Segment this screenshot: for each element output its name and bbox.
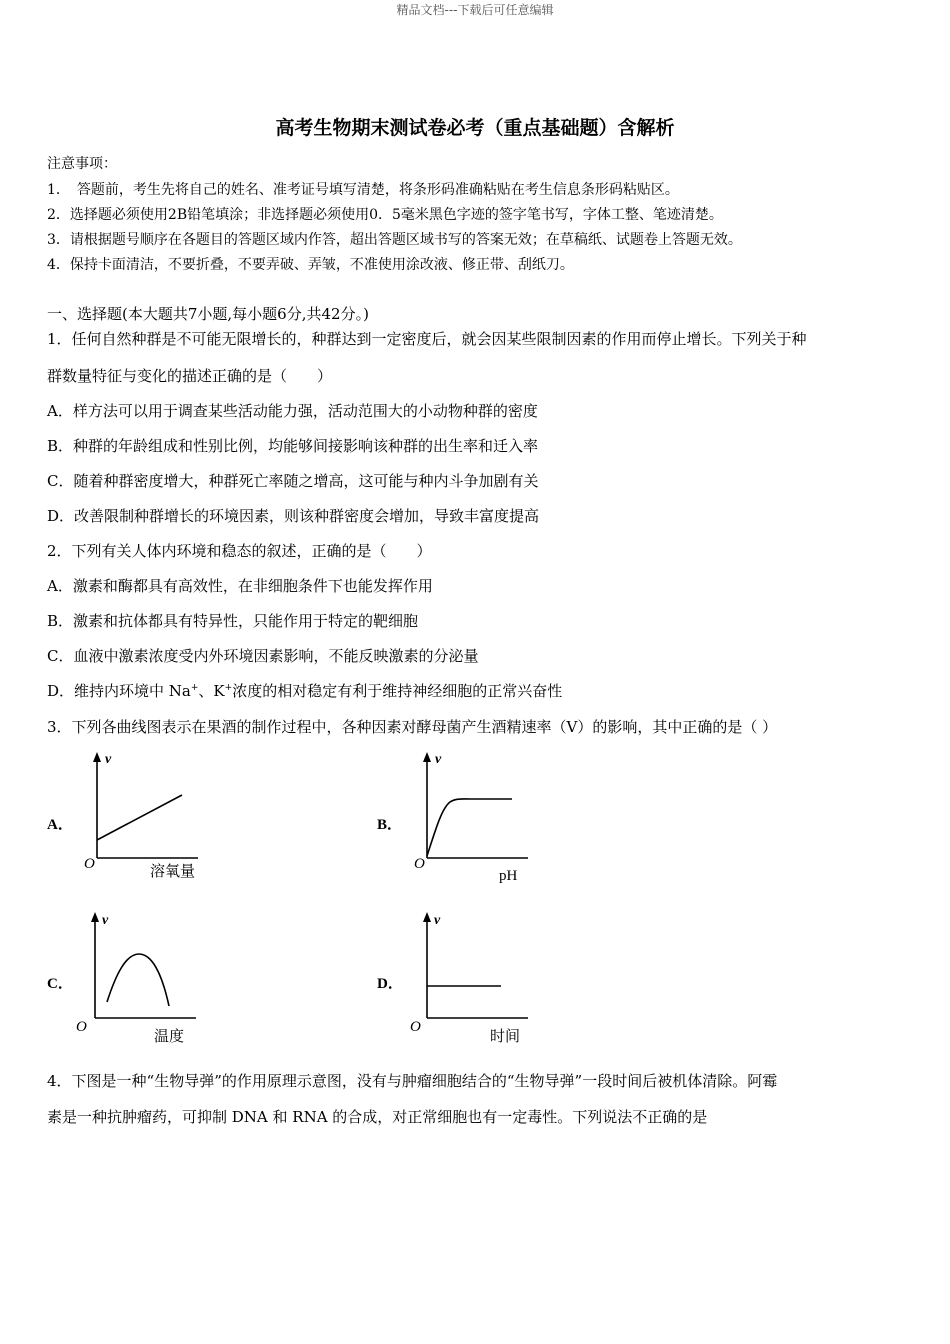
option-d-text: 浓度的相对稳定有利于维持神经细胞的正常兴奋性 [232,682,563,700]
graph-a-label: A． [47,817,73,833]
question-1-option-c: C．随着种群密度增大，种群死亡率随之增高，这可能与种内斗争加剧有关 [47,472,539,490]
superscript-plus: + [224,683,233,693]
section-heading: 一、选择题(本大题共7小题,每小题6分,共42分。) [47,305,369,323]
graph-b-y-label: v [435,752,442,767]
graph-c [76,910,216,1045]
graph-d [408,910,548,1045]
graph-c-curve [107,954,169,1006]
question-1-stem-cont: 群数量特征与变化的描述正确的是（ ） [47,367,333,385]
question-4-stem: 4．下图是一种“生物导弹”的作用原理示意图，没有与肿瘤细胞结合的“生物导弹”一段时间后被机体清除。阿霉 [47,1072,778,1090]
question-2-option-c: C．血液中激素浓度受内外环境因素影响，不能反映激素的分泌量 [47,647,479,665]
option-d-text: D．维持内环境中 Na [47,682,191,700]
graph-a-x-label: 溶氧量 [150,864,196,880]
graph-b-x-label: pH [499,868,518,884]
notice-item: 2．选择题必须使用2B铅笔填涂；非选择题必须使用0．5毫米黑色字迹的签字笔书写，字体工整、笔迹清楚。 [47,207,723,223]
notice-item: 1． 答题前，考生先将自己的姓名、准考证号填写清楚，将条形码准确粘贴在考生信息条形码粘贴区。 [47,182,679,198]
graph-b-curve [427,799,512,856]
question-1-option-a: A．样方法可以用于调查某些活动能力强，活动范围大的小动物种群的密度 [47,402,538,420]
graph-c-label: C． [47,976,73,992]
graph-d-origin: O [410,1019,421,1035]
question-1-option-b: B．种群的年龄组成和性别比例，均能够间接影响该种群的出生率和迁入率 [47,437,539,455]
graph-a-origin: O [84,856,95,872]
graph-d-label: D． [377,976,403,992]
notice-item: 4．保持卡面清洁，不要折叠，不要弄破、弄皱，不准使用涂改液、修正带、刮纸刀。 [47,257,574,273]
question-2-stem: 2．下列有关人体内环境和稳态的叙述，正确的是（ ） [47,542,432,560]
graph-d-x-label: 时间 [490,1029,521,1045]
graph-a-curve [97,795,182,840]
graph-a [78,750,218,885]
superscript-plus: + [190,683,199,693]
graph-b-origin: O [414,856,425,872]
graph-a-y-label: v [105,752,112,767]
graph-c-x-label: 温度 [154,1029,185,1045]
notice-heading: 注意事项： [47,156,117,172]
graph-b [408,750,548,885]
question-1-option-d: D．改善限制种群增长的环境因素，则该种群密度会增加，导致丰富度提高 [47,507,540,525]
question-3-stem: 3．下列各曲线图表示在果酒的制作过程中，各种因素对酵母菌产生酒精速率（V）的影响，其中正确的是（ ） [47,718,778,736]
page-title: 高考生物期末测试卷必考（重点基础题）含解析 [275,117,675,139]
graph-c-origin: O [76,1019,87,1035]
question-2-option-a: A．激素和酶都具有高效性，在非细胞条件下也能发挥作用 [47,577,433,595]
question-4-stem-cont: 素是一种抗肿瘤药，可抑制 DNA 和 RNA 的合成，对正常细胞也有一定毒性。下列说法不正确的是 [47,1108,708,1126]
option-d-text: 、K [198,682,225,700]
question-2-option-d [47,680,562,701]
graph-c-y-label: v [102,913,109,928]
graph-b-label: B． [377,817,403,833]
graph-d-y-label: v [434,913,441,928]
page-header: 精品文档---下载后可任意编辑 [396,3,554,17]
question-2-option-b: B．激素和抗体都具有特异性，只能作用于特定的靶细胞 [47,612,419,630]
question-1-stem: 1．任何自然种群是不可能无限增长的，种群达到一定密度后，就会因某些限制因素的作用而停止增长。下列关于种 [47,330,807,348]
notice-item: 3．请根据题号顺序在各题目的答题区域内作答，超出答题区域书写的答案无效；在草稿纸、试题卷上答题无效。 [47,232,742,248]
